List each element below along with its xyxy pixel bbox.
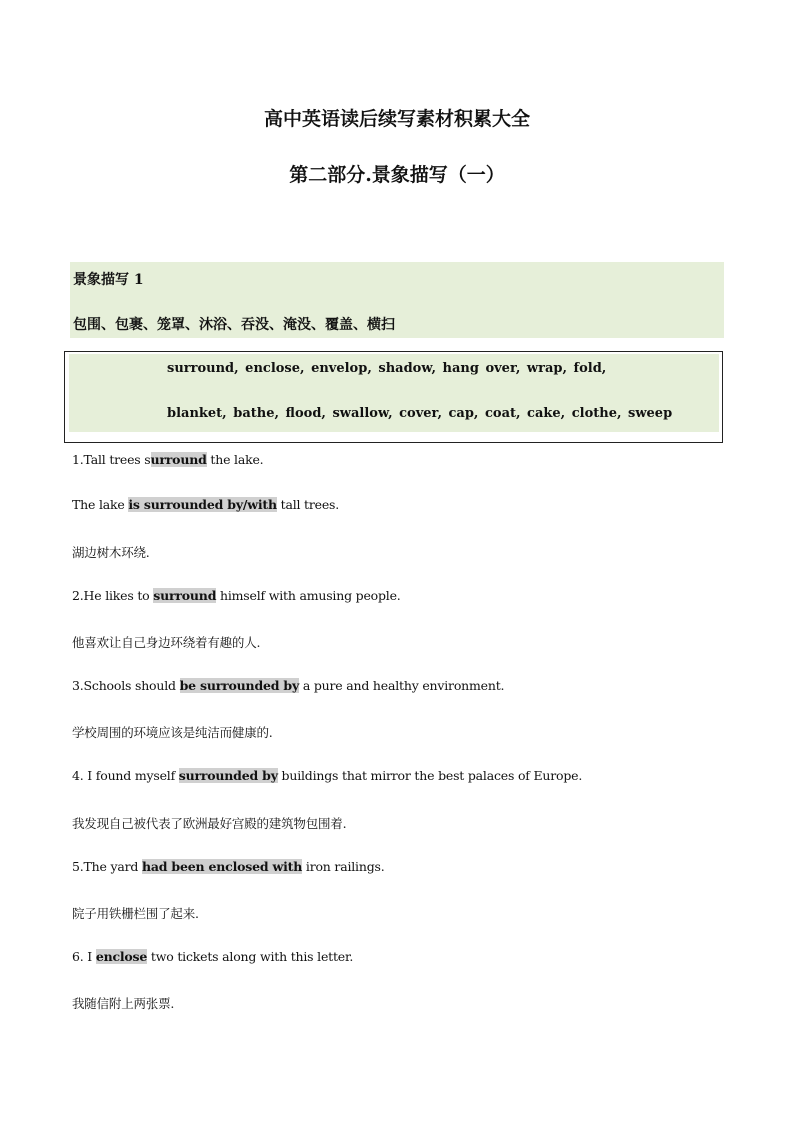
example-highlight: enclose	[95, 949, 148, 964]
example-text: 5.The yard	[72, 859, 142, 874]
vocabulary-box	[64, 351, 723, 443]
example-text: two tickets along with this letter.	[147, 949, 354, 964]
example-text: 我随信附上两张票.	[72, 996, 175, 1011]
example-text: a pure and healthy environment.	[299, 678, 505, 693]
section-heading: 景象描写 1	[73, 272, 144, 288]
example-text: the lake.	[206, 452, 264, 467]
example-line	[72, 859, 384, 874]
example-line	[72, 814, 346, 832]
example-text: buildings that mirror the best palaces of Europe.	[277, 768, 583, 783]
example-highlight: surround	[153, 588, 217, 603]
example-text: 他喜欢让自己身边环绕着有趣的人.	[72, 635, 261, 650]
example-text: 湖边树木环绕.	[72, 545, 150, 560]
example-text: 4. I found myself	[72, 768, 179, 783]
example-text: 学校周围的环境应该是纯洁而健康的.	[72, 725, 273, 740]
example-line	[72, 904, 199, 922]
example-text: The lake	[72, 497, 129, 512]
example-line	[72, 723, 273, 741]
example-highlight: surrounded by	[178, 768, 278, 783]
section-header	[70, 262, 724, 338]
example-text: 3.Schools should	[72, 678, 180, 693]
example-line	[72, 949, 353, 964]
example-text: 1.Tall trees s	[72, 452, 151, 467]
document-title: 高中英语读后续写素材积累大全	[263, 108, 530, 130]
example-line	[72, 543, 150, 561]
vocabulary-line-1: surround, enclose, envelop, shadow, hang over, wrap, fold,	[167, 361, 607, 376]
example-text: 院子用铁栅栏围了起来.	[72, 906, 199, 921]
example-line	[72, 588, 401, 603]
example-highlight: is surrounded by/with	[128, 497, 277, 512]
example-line	[72, 452, 263, 467]
example-text: 6. I	[72, 949, 96, 964]
vocabulary-line-2: blanket, bathe, flood, swallow, cover, cap, coat, cake, clothe, sweep	[167, 406, 673, 421]
example-line	[72, 633, 260, 651]
example-line	[72, 994, 174, 1012]
example-line	[72, 678, 504, 693]
example-text: 我发现自己被代表了欧洲最好宫殿的建筑物包围着.	[72, 816, 347, 831]
example-text: 2.He likes to	[72, 588, 154, 603]
example-highlight: had been enclosed with	[141, 859, 303, 874]
document-subtitle: 第二部分.景象描写（一）	[289, 164, 505, 186]
example-text: iron railings.	[302, 859, 385, 874]
example-highlight: urround	[150, 452, 207, 467]
example-line	[72, 497, 339, 512]
example-line	[72, 768, 582, 783]
section-chinese-terms: 包围、包裹、笼罩、沐浴、吞没、淹没、覆盖、横扫	[73, 317, 395, 333]
example-highlight: be surrounded by	[179, 678, 300, 693]
example-text: tall trees.	[276, 497, 340, 512]
example-text: himself with amusing people.	[216, 588, 401, 603]
